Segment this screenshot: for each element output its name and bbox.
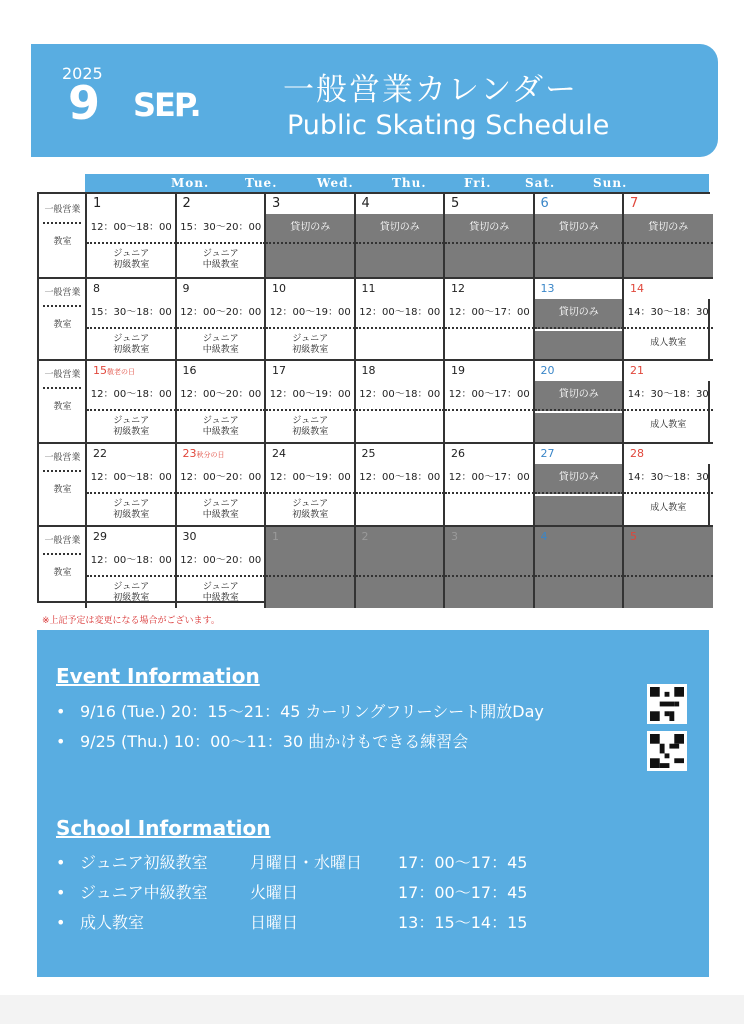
class-info: ジュニア 初級教室 [113, 333, 150, 355]
calendar-day-cell [533, 359, 624, 443]
row-label-class: 教室 [53, 319, 72, 330]
day-number: 28 [624, 444, 713, 464]
day-number: 29 [87, 527, 176, 547]
day-number: 5 [624, 527, 713, 547]
month-english: SEP. [133, 86, 200, 124]
weekday-thu: Thu. [392, 176, 427, 190]
day-number: 27 [535, 444, 624, 464]
class-info [535, 331, 624, 361]
calendar-day-cell [264, 442, 355, 526]
public-hours: 12：00〜17：00 [445, 464, 534, 494]
class-info: ジュニア 中級教室 [202, 249, 239, 270]
public-hours: 12：00〜19：00 [266, 464, 355, 494]
row-divider [43, 452, 81, 472]
day-number: 2 [356, 527, 445, 547]
class-info [535, 579, 624, 609]
calendar-day-cell [443, 359, 534, 443]
public-hours: 12：00〜18：00 [87, 381, 176, 411]
class-info [356, 579, 445, 609]
row-divider [43, 535, 81, 555]
weekday-tue: Tue. [245, 176, 278, 190]
weekday-bar [85, 174, 709, 192]
public-hours: 12：00〜18：00 [356, 299, 445, 329]
row-label-class: 教室 [53, 567, 72, 578]
title-japanese: 一般営業カレンダー [283, 72, 578, 108]
weekday-sat: Sat. [525, 176, 556, 190]
row-label-class: 教室 [53, 485, 72, 496]
public-hours: 12：00〜18：00 [87, 214, 176, 244]
public-hours: 12：00〜17：00 [445, 381, 534, 411]
day-number: 11 [356, 279, 445, 299]
public-hours: 貸切のみ [535, 381, 624, 411]
day-number: 20 [535, 361, 624, 381]
day-number: 18 [356, 361, 445, 381]
day-number: 14 [624, 279, 713, 299]
day-number: 19 [445, 361, 534, 381]
class-info [356, 496, 445, 526]
public-hours: 15：30〜18：00 [87, 299, 176, 329]
calendar-day-cell [354, 359, 445, 443]
row-label-public: 一般営業 [44, 287, 81, 298]
class-info: ジュニア 初級教室 [113, 249, 150, 270]
day-number: 5 [445, 194, 534, 214]
calendar-day-cell [443, 442, 534, 526]
day-number: 4 [356, 194, 445, 214]
row-label-class: 教室 [53, 402, 72, 413]
calendar-day-cell [622, 359, 713, 443]
class-info [445, 579, 534, 609]
day-number: 21 [624, 361, 713, 381]
class-info: 成人教室 [650, 420, 687, 431]
public-hours: 14：30〜18：30 [624, 464, 713, 494]
calendar-grid [37, 192, 710, 603]
class-info: ジュニア 初級教室 [113, 416, 150, 438]
calendar-day-cell [354, 442, 445, 526]
class-info [624, 579, 713, 609]
public-hours: 12：00〜19：00 [266, 381, 355, 411]
row-divider [43, 287, 81, 307]
day-number: 22 [87, 444, 176, 464]
class-info [445, 331, 534, 361]
holiday-tag: 敬老の日 [107, 368, 135, 377]
public-hours: 貸切のみ [356, 214, 445, 244]
calendar-day-cell [443, 525, 534, 609]
public-hours [356, 547, 445, 577]
calendar-day-cell [354, 525, 445, 609]
notice-text: ※上記予定は変更になる場合がございます。 [42, 616, 220, 626]
day-number: 2 [177, 194, 266, 214]
class-info [445, 246, 534, 278]
day-number: 16 [177, 361, 266, 381]
public-hours: 12：00〜18：00 [87, 464, 176, 494]
calendar-day-cell [85, 359, 176, 443]
class-info: 成人教室 [650, 337, 687, 348]
calendar-day-cell [354, 194, 445, 278]
school-item: • 成人教室 日曜日 13：15〜14：15 [56, 913, 528, 932]
calendar-day-cell [622, 194, 713, 278]
calendar-day-cell [264, 194, 355, 278]
calendar-day-cell [85, 194, 176, 278]
class-info [356, 413, 445, 443]
weekday-wed: Wed. [317, 176, 354, 190]
day-number: 25 [356, 444, 445, 464]
public-hours: 貸切のみ [266, 214, 355, 244]
class-info [624, 246, 713, 278]
calendar-day-cell [533, 277, 624, 361]
day-number: 3 [266, 194, 355, 214]
calendar-day-cell [175, 525, 266, 609]
weekday-mon: Mon. [171, 176, 210, 190]
event-heading: Event Information [56, 664, 260, 688]
class-info [535, 413, 624, 443]
class-info: ジュニア 初級教室 [292, 499, 329, 521]
day-number: 6 [535, 194, 624, 214]
calendar-day-cell [443, 194, 534, 278]
row-label-public: 一般営業 [44, 453, 81, 464]
class-info: ジュニア 初級教室 [292, 333, 329, 355]
class-info: ジュニア 初級教室 [292, 416, 329, 438]
public-hours: 12：00〜20：00 [177, 464, 266, 494]
school-item: • ジュニア初級教室 月曜日・水曜日 17：00〜17：45 [56, 853, 528, 872]
public-hours: 12：00〜18：00 [87, 547, 176, 577]
public-hours: 貸切のみ [535, 214, 624, 244]
public-hours: 14：30〜18：30 [624, 381, 713, 411]
page-bottom [0, 995, 744, 1024]
row-label-class: 教室 [53, 237, 72, 247]
row-separator [39, 359, 86, 361]
qr-code-icon[interactable] [647, 731, 687, 771]
calendar-day-cell [264, 359, 355, 443]
public-hours: 貸切のみ [445, 214, 534, 244]
calendar-day-cell [533, 525, 624, 609]
day-number: 4 [535, 527, 624, 547]
public-hours: 貸切のみ [535, 464, 624, 494]
event-item: • 9/16 (Tue.) 20：15〜21：45 カーリングフリーシート開放Day [56, 702, 544, 721]
calendar-day-cell [264, 525, 355, 609]
class-info [266, 579, 355, 609]
public-hours: 15：30〜20：00 [177, 214, 266, 244]
calendar-day-cell [533, 442, 624, 526]
day-number: 15敬老の日 [87, 361, 176, 381]
calendar-day-cell [622, 442, 713, 526]
day-number: 26 [445, 444, 534, 464]
row-label-public: 一般営業 [44, 535, 81, 546]
public-hours: 12：00〜18：00 [356, 464, 445, 494]
public-hours: 12：00〜18：00 [356, 381, 445, 411]
calendar-day-cell [175, 359, 266, 443]
school-item: • ジュニア中級教室 火曜日 17：00〜17：45 [56, 883, 528, 902]
day-number: 8 [87, 279, 176, 299]
calendar-day-cell [85, 277, 176, 361]
holiday-tag: 秋分の日 [196, 451, 225, 460]
calendar-day-cell [622, 525, 713, 609]
day-number: 23秋分の日 [177, 444, 266, 464]
row-separator [39, 525, 86, 527]
class-info [535, 246, 624, 278]
class-info: ジュニア 中級教室 [202, 333, 239, 355]
calendar-day-cell [533, 194, 624, 278]
class-info [445, 496, 534, 526]
weekday-fri: Fri. [464, 176, 492, 190]
school-heading: School Information [56, 816, 271, 840]
public-hours: 12：00〜20：00 [177, 381, 266, 411]
calendar-day-cell [175, 277, 266, 361]
class-info: 成人教室 [650, 503, 687, 514]
day-number: 30 [177, 527, 266, 547]
day-number: 10 [266, 279, 355, 299]
public-hours: 14：30〜18：30 [624, 299, 713, 329]
calendar-day-cell [85, 525, 176, 609]
day-number: 24 [266, 444, 355, 464]
calendar-day-cell [85, 442, 176, 526]
public-hours [535, 547, 624, 577]
class-info [445, 413, 534, 443]
class-info [356, 246, 445, 278]
row-divider [43, 204, 81, 224]
day-number: 17 [266, 361, 355, 381]
day-number: 7 [624, 194, 713, 214]
calendar-day-cell [622, 277, 713, 361]
public-hours: 12：00〜17：00 [445, 299, 534, 329]
calendar-day-cell [354, 277, 445, 361]
class-info: ジュニア 初級教室 [113, 581, 150, 603]
month-number: 9 [68, 76, 101, 130]
class-info: ジュニア 中級教室 [202, 499, 239, 521]
class-info [535, 496, 624, 526]
class-info [356, 331, 445, 361]
day-number: 1 [266, 527, 355, 547]
public-hours: 貸切のみ [624, 214, 713, 244]
public-hours: 12：00〜20：00 [177, 299, 266, 329]
row-label-public: 一般営業 [44, 370, 81, 381]
day-number: 1 [87, 194, 176, 214]
class-info: ジュニア 中級教室 [202, 581, 239, 603]
public-hours [624, 547, 713, 577]
info-panel [37, 630, 709, 977]
calendar-day-cell [175, 194, 266, 278]
calendar-day-cell [264, 277, 355, 361]
day-number: 9 [177, 279, 266, 299]
year: 2025 [62, 64, 103, 83]
class-info: ジュニア 中級教室 [202, 416, 239, 438]
weekday-sun: Sun. [593, 176, 628, 190]
calendar-day-cell [175, 442, 266, 526]
day-number: 12 [445, 279, 534, 299]
event-item: • 9/25 (Thu.) 10：00〜11：30 曲かけもできる練習会 [56, 732, 469, 751]
row-label-public: 一般営業 [44, 205, 81, 215]
public-hours [445, 547, 534, 577]
calendar-day-cell [443, 277, 534, 361]
day-number: 13 [535, 279, 624, 299]
class-info [266, 246, 355, 278]
row-separator [39, 442, 86, 444]
public-hours: 12：00〜19：00 [266, 299, 355, 329]
public-hours: 貸切のみ [535, 299, 624, 329]
qr-code-icon[interactable] [647, 684, 687, 724]
title-english: Public Skating Schedule [287, 110, 610, 141]
class-info: ジュニア 初級教室 [113, 499, 150, 521]
day-number: 3 [445, 527, 534, 547]
public-hours [266, 547, 355, 577]
header-banner [31, 44, 718, 157]
public-hours: 12：00〜20：00 [177, 547, 266, 577]
row-separator [39, 277, 86, 279]
row-divider [43, 369, 81, 389]
